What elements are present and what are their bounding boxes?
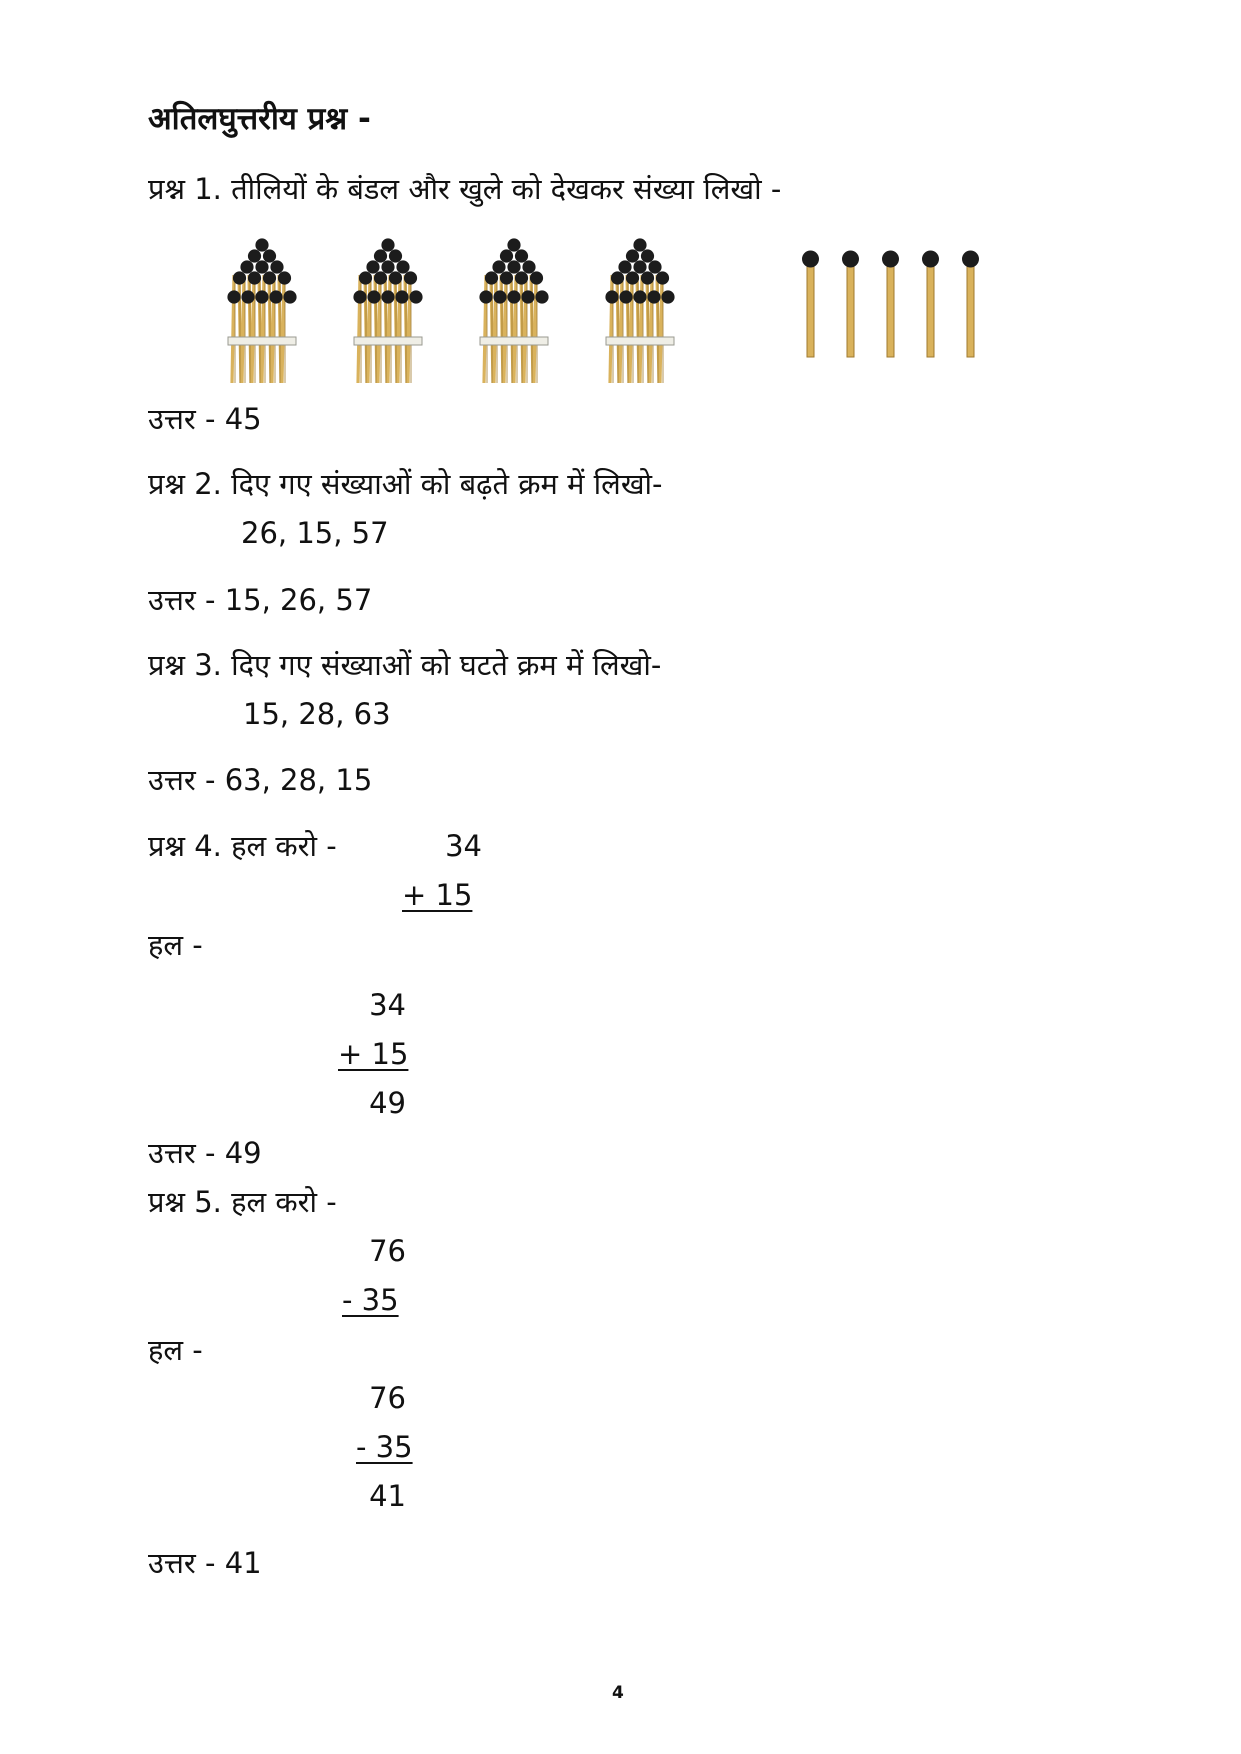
matchstick-bundle [605, 238, 674, 383]
question-4: प्रश्न 4. हल करो - [148, 829, 337, 863]
q5-solution-bottom: - 35 [356, 1430, 413, 1464]
matchstick-figure [220, 235, 1020, 400]
q4-top-operand: 34 [445, 829, 482, 863]
loose-matchstick [922, 251, 939, 358]
q5-solution-top: 76 [369, 1381, 406, 1415]
loose-matchstick [882, 251, 899, 358]
q4-solution-label: हल - [148, 928, 203, 962]
answer-2: उत्तर - 15, 26, 57 [148, 583, 373, 617]
answer-4: उत्तर - 49 [148, 1136, 262, 1170]
q5-solution-label: हल - [148, 1333, 203, 1367]
q4-bottom-operand: + 15 [402, 878, 473, 912]
question-1: प्रश्न 1. तीलियों के बंडल और खुले को देखकर संख्या लिखो - [148, 172, 782, 206]
question-2: प्रश्न 2. दिए गए संख्याओं को बढ़ते क्रम में लिखो- [148, 467, 663, 501]
matchstick-bundle [353, 238, 422, 383]
q4-solution-top: 34 [369, 988, 406, 1022]
answer-1: उत्तर - 45 [148, 402, 262, 436]
matchstick-bundle [227, 238, 296, 383]
q5-solution-result: 41 [369, 1479, 406, 1513]
answer-5: उत्तर - 41 [148, 1546, 262, 1580]
loose-matchstick [962, 251, 979, 358]
answer-3: उत्तर - 63, 28, 15 [148, 763, 373, 797]
q5-top-operand: 76 [369, 1234, 406, 1268]
question-5: प्रश्न 5. हल करो - [148, 1185, 337, 1219]
page-number: 4 [612, 1683, 624, 1703]
q5-bottom-operand: - 35 [342, 1283, 399, 1317]
question-2-numbers: 26, 15, 57 [241, 516, 389, 550]
question-3-numbers: 15, 28, 63 [243, 697, 391, 731]
q4-solution-bottom: + 15 [338, 1037, 409, 1071]
loose-matchstick [842, 251, 859, 358]
section-heading: अतिलघुत्तरीय प्रश्न - [148, 101, 371, 137]
matchstick-bundle [479, 238, 548, 383]
question-3: प्रश्न 3. दिए गए संख्याओं को घटते क्रम में लिखो- [148, 648, 662, 682]
loose-matchstick [802, 251, 819, 358]
q4-solution-result: 49 [369, 1086, 406, 1120]
